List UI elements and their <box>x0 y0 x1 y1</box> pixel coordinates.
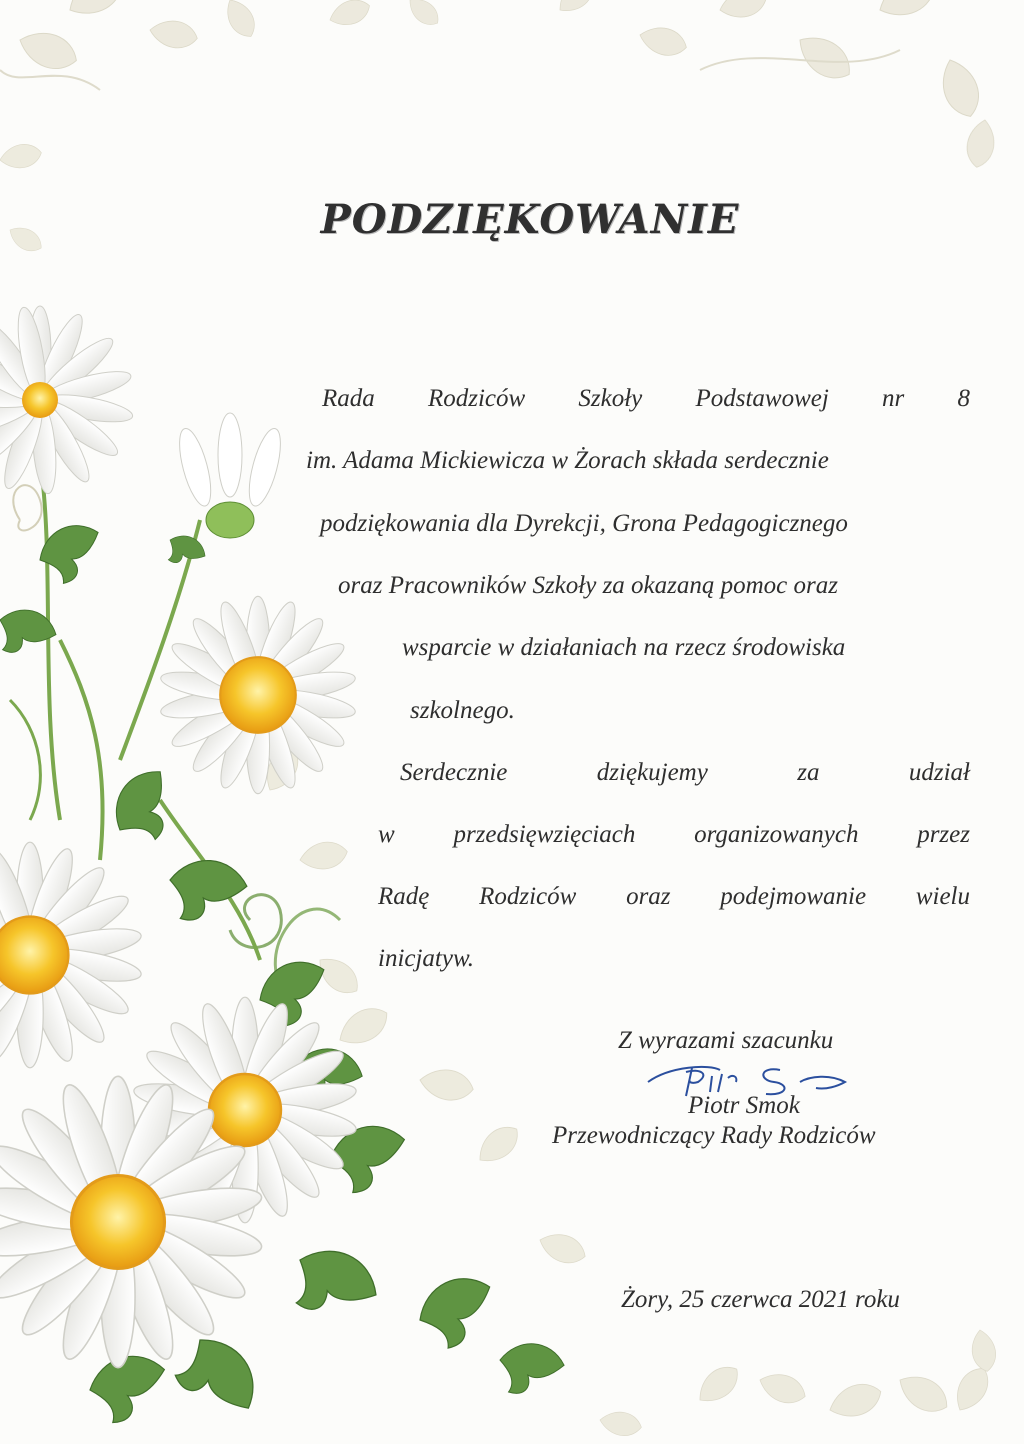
word: Radę <box>378 883 430 910</box>
word: Rodziców <box>479 883 577 910</box>
daisy-middle <box>159 596 357 793</box>
word: organizowanych <box>694 821 859 848</box>
paragraph2-line4: inicjatyw. <box>378 945 475 972</box>
word: przez <box>917 821 970 848</box>
word: za <box>797 759 820 786</box>
closing-text: Z wyrazami szacunku <box>618 1027 834 1054</box>
word: udział <box>908 759 970 786</box>
paragraph1-line2: im. Adama Mickiewicza w Żorach składa serdecznie <box>306 447 829 474</box>
paragraph1-line5: wsparcie w działaniach na rzecz środowiska <box>402 634 846 661</box>
paragraph2-line2 <box>378 821 970 849</box>
word: nr <box>882 385 905 412</box>
paragraph1-line1 <box>322 385 970 413</box>
paragraph1-line4: oraz Pracowników Szkoły za okazaną pomoc oraz <box>338 572 838 599</box>
word: Podstawowej <box>695 385 829 412</box>
word: przedsięwzięciach <box>453 821 636 848</box>
word: Szkoły <box>578 385 643 412</box>
document-title: PODZIĘKOWANIE <box>320 196 740 243</box>
daisy-left-edge <box>0 842 143 1068</box>
top-leaf-cluster <box>0 0 998 170</box>
paragraph2-line3 <box>378 883 970 911</box>
signer-title: Przewodniczący Rady Rodziców <box>552 1122 876 1149</box>
word: wielu <box>915 883 970 910</box>
word: w <box>378 821 395 848</box>
paragraph1-line6: szkolnego. <box>410 697 515 724</box>
word: Rodziców <box>427 385 526 412</box>
paragraph1-line3: podziękowania dla Dyrekcji, Grona Pedagogicznego <box>320 510 848 537</box>
word: Rada <box>322 385 375 412</box>
word: Serdecznie <box>400 759 508 786</box>
daisy-bud <box>173 413 287 538</box>
bottom-right-leaves <box>598 1328 999 1439</box>
date-line: Żory, 25 czerwca 2021 roku <box>621 1286 900 1313</box>
word: dziękujemy <box>596 759 708 786</box>
word: 8 <box>957 385 970 412</box>
signer-name: Piotr Smok <box>688 1092 800 1119</box>
word: podejmowanie <box>720 883 867 910</box>
paragraph2-line1 <box>400 759 970 787</box>
daisy-top-left <box>0 306 134 495</box>
word: oraz <box>626 883 671 910</box>
